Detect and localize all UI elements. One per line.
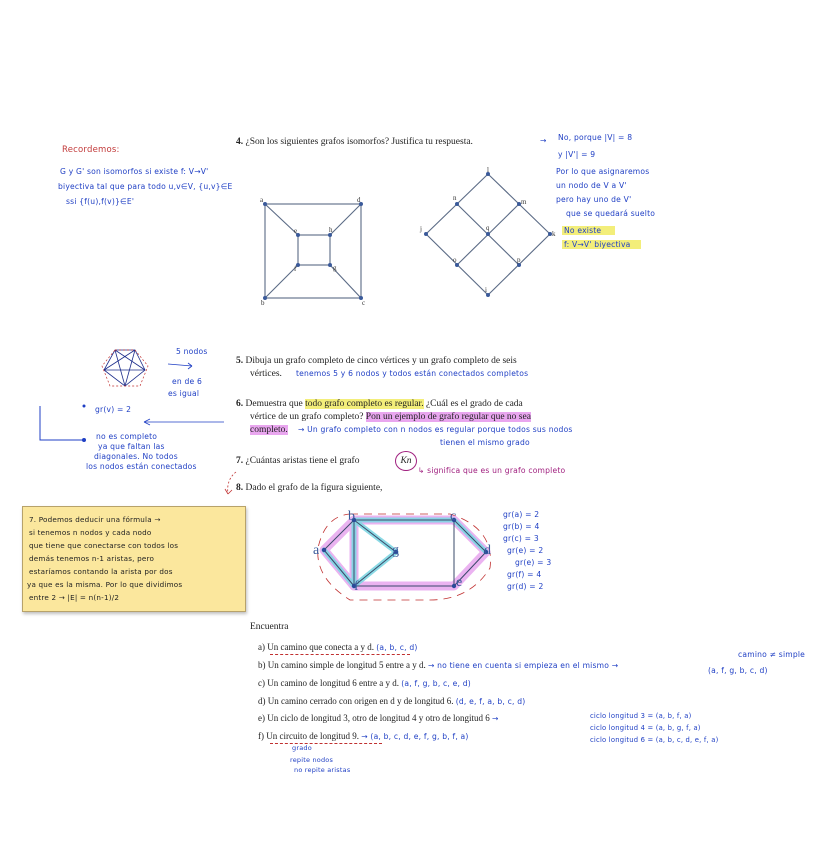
graph-2 [418,168,558,303]
g2-label-l: l [487,166,489,174]
q8-degree-c: gr(c) = 3 [503,534,539,543]
q8-label-c: c [450,509,457,524]
question-8 [236,483,382,493]
q4-answer-highlight-2: f: V→V' biyectiva [562,240,641,249]
q8-degree-e1: gr(e) = 2 [507,546,544,555]
q8-item-e-answer: → [491,714,499,723]
q4-answer-1: No, porque |V| = 8 [558,133,633,142]
q8-item-f-answer: → (a, b, c, d, e, f, g, b, f, a) [361,732,469,741]
g2-label-o: o [453,256,457,264]
question-6-highlight-3: completo. [250,425,288,435]
question-6-line-2 [250,412,531,422]
q8-graph [310,508,502,608]
q8-item-f-note-3: no repite aristas [294,766,351,774]
question-6 [236,399,523,409]
q8-label-g: g [392,543,399,558]
q8-item-f-text: Un circuito de longitud 9. [266,731,359,741]
q8-degree-e2: gr(e) = 3 [515,558,552,567]
g2-label-q: q [486,224,490,232]
q8-item-f-label: f) [258,731,264,741]
g2-label-p: p [517,256,521,264]
q8-label-b: b [348,509,355,524]
sticky-line-4: demás tenemos n-1 aristas, pero [29,554,155,563]
q8-degree-f: gr(f) = 4 [507,570,542,579]
q6-side-note-3: diagonales. No todos [94,452,178,461]
question-7-text: ¿Cuántas aristas tiene el grafo [245,456,360,466]
q8-item-e-text: Un ciclo de longitud 3, otro de longitud 4 y otro de longitud 6 [267,713,490,723]
question-4 [236,137,473,147]
q5-side-1: 5 nodos [176,347,208,356]
question-6-number: 6. [236,399,244,409]
g1-label-g: g [333,264,337,272]
q8-degree-b: gr(b) = 4 [503,522,540,531]
recordemos-line-2: biyectiva tal que para todo u,v∈V, {u,v}∈E [58,182,233,191]
q8-item-e-side-1: ciclo longitud 3 = (a, b, f, a) [590,712,692,720]
q6-side-gr: gr(v) = 2 [95,405,132,414]
question-5 [236,356,517,366]
sticky-line-2: si tenemos n nodos y cada nodo [29,528,152,537]
question-4-text: ¿Son los siguientes grafos isomorfos? Justifica tu respuesta. [245,137,473,147]
q4-answer-6: que se quedará suelto [566,209,656,218]
q8-item-f-note-1: grado [292,744,312,752]
question-6-pre: Demuestra que [245,399,306,409]
q8-item-f-note-2: repite nodos [290,756,334,764]
q8-item-a-answer: (a, b, c, d) [376,643,418,652]
q8-item-b-label: b) [258,660,266,670]
q8-item-b [258,660,618,670]
q8-label-a: a [313,543,320,558]
q6-side-note-2: ya que faltan las [98,442,165,451]
q8-degree-a: gr(a) = 2 [503,510,540,519]
q8-item-d [258,696,525,706]
q8-item-e-side-3: ciclo longitud 6 = (a, b, c, d, e, f, a) [590,736,719,744]
g1-label-e: e [294,227,298,235]
q8-label-e: e [456,575,463,590]
question-6-highlight: todo grafo completo es regular. [305,399,424,409]
graph-1 [255,192,375,312]
question-8-text: Dado el grafo de la figura siguiente, [245,483,383,493]
sticky-note [22,506,246,612]
q8-item-c-text: Un camino de longitud 6 entre a y d. [267,678,399,688]
q7-to-sticky-arrow [222,470,242,500]
g1-label-d: d [357,196,361,204]
g2-label-i: i [485,286,487,294]
q8-item-c [258,678,471,688]
recordemos-title: Recordemos: [62,145,120,155]
q8-item-f-underline [270,743,382,744]
q8-item-a-text: Un camino que conecta a y d. [267,642,374,652]
g1-label-a: a [260,196,264,204]
q5-side-3: es igual [168,389,200,398]
q4-answer-5: pero hay uno de V' [556,195,632,204]
q4-arrow: → [540,136,547,145]
g2-label-m: m [521,198,527,206]
question-6-line-2-text: vértice de un grafo completo? [250,412,364,422]
q8-item-c-label: c) [258,678,265,688]
q8-item-c-answer: (a, f, g, b, c, e, d) [401,679,471,688]
question-8-number: 8. [236,483,244,493]
sticky-line-1: 7. Podemos deducir una fórmula → [29,515,161,524]
q8-item-d-label: d) [258,696,266,706]
question-5-line-2: vértices. [250,369,282,379]
q6-side-note-4: los nodos están conectados [86,462,197,471]
question-7-kn: Kn [395,451,417,471]
q5-side-2: en de 6 [172,377,203,386]
sticky-line-3: que tiene que conectarse con todos los [29,541,179,550]
q8-item-b-text: Un camino simple de longitud 5 entre a y d. [267,660,426,670]
recordemos-line-1: G y G' son isomorfos si existe f: V→V' [60,167,209,176]
q8-item-d-answer: (d, e, f, a, b, c, d) [455,697,526,706]
question-5-number: 5. [236,356,244,366]
q8-item-f [258,731,469,741]
q5-answer: tenemos 5 y 6 nodos y todos están conectados completos [296,369,529,378]
g2-label-k: k [552,230,556,238]
q6-side-note-1: no es completo [96,432,158,441]
q4-answer-4: un nodo de V a V' [556,181,627,190]
q8-item-a-label: a) [258,642,265,652]
q8-label-f: f [354,579,359,594]
q4-answer-2: y |V'| = 9 [558,150,596,159]
q6-answer-1: → Un grafo completo con n nodos es regular porque todos sus nodos [298,425,573,434]
q8-item-e-label: e) [258,713,265,723]
g2-label-n: n [453,194,457,202]
question-4-number: 4. [236,137,244,147]
question-7-number: 7. [236,456,244,466]
g1-label-c: c [362,299,366,307]
q8-item-a [258,642,418,652]
q7-answer: ↳ significa que es un grafo completo [418,466,566,475]
question-6-line-3 [250,425,288,435]
q8-label-d: d [484,543,491,558]
sticky-line-7: entre 2 → |E| = n(n-1)/2 [29,593,120,602]
q4-answer-highlight-1: No existe [562,226,615,235]
q8-item-b-side-2: (a, f, g, b, c, d) [708,666,768,675]
q8-item-b-answer: → no tiene en cuenta si empieza en el mismo → [427,661,619,670]
q8-encuentra: Encuentra [250,622,289,632]
g2-label-j: j [420,225,422,233]
recordemos-line-3: ssi {f(u),f(v)}∈E' [66,197,135,206]
q6-answer-2: tienen el mismo grado [440,438,530,447]
question-7 [236,456,359,466]
g1-label-h: h [329,226,333,234]
question-6-post: ¿Cuál es el grado de cada [423,399,523,409]
q8-item-e-side-2: ciclo longitud 4 = (a, b, g, f, a) [590,724,701,732]
g1-label-b: b [261,299,265,307]
q8-degree-d: gr(d) = 2 [507,582,544,591]
q8-item-e [258,713,499,723]
question-5-line-1: Dibuja un grafo completo de cinco vértices y un grafo completo de seis [245,356,517,366]
q8-item-a-underline [270,654,410,655]
question-6-highlight-2: Pon un ejemplo de grafo regular que no sea [365,412,531,422]
g1-label-f: f [294,265,297,273]
q4-answer-3: Por lo que asignaremos [556,167,650,176]
sticky-line-6: ya que es la misma. Por lo que dividimos [27,580,183,589]
q8-item-b-side-1: camino ≠ simple [738,650,806,659]
q8-item-d-text: Un camino cerrado con origen en d y de longitud 6. [267,696,454,706]
sticky-line-5: estaríamos contando la arista por dos [29,567,173,576]
